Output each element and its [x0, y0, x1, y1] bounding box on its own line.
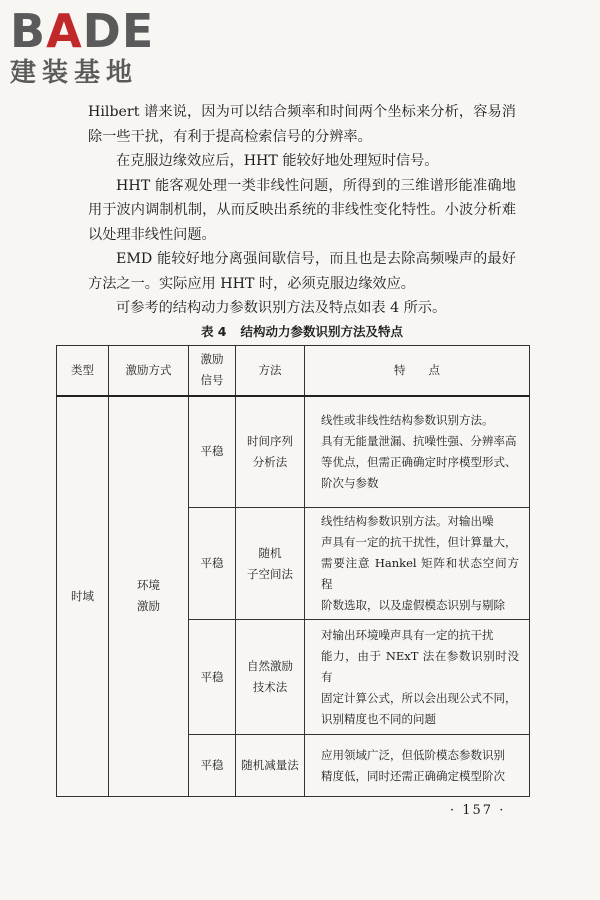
cell-feature: 应用领域广泛，但低阶模态参数识别 精度低，同时还需正确确定模型阶次: [305, 735, 530, 797]
cell-signal: 平稳: [189, 620, 236, 735]
paragraph: EMD 能较好地分离强间歇信号，而且也是去除高频噪声的最好方法之一。实际应用 HHT 时，必须克服边缘效应。: [88, 251, 516, 292]
table-caption-number: 表 4: [200, 324, 227, 339]
logo-latin: BADE: [10, 4, 155, 58]
cell-type: 时域: [57, 396, 109, 797]
header-method: 方法: [236, 346, 305, 396]
header-signal: 激励 信号: [189, 346, 236, 396]
header-excitation: 激励方式: [109, 346, 189, 396]
table-caption-text: 结构动力参数识别方法及特点: [240, 324, 404, 339]
logo-accent-letter: A: [46, 4, 83, 58]
parameter-table: [56, 345, 530, 797]
table-header-row: [57, 346, 530, 396]
paragraph-continuation: Hilbert 谱来说，因为可以结合频率和时间两个坐标来分析，容易消除一些干扰，有利于提高检索信号的分辨率。: [88, 104, 516, 145]
cell-method: 时间序列 分析法: [236, 396, 305, 508]
table-row: [57, 396, 530, 508]
paragraph: HHT 能客观处理一类非线性问题，所得到的三维谱形能准确地用于波内调制机制，从而反映出系统的非线性变化特性。小波分析难以处理非线性问题。: [88, 177, 516, 243]
logo-cjk: 建装基地: [10, 58, 139, 88]
cell-feature: 线性结构参数识别方法。对输出噪 声具有一定的抗干扰性，但计算量大， 需要注意 Hankel 矩阵和状态空间方程 阶数选取，以及虚假模态识别与剔除: [305, 508, 530, 620]
cell-method: 随机减量法: [236, 735, 305, 797]
paragraph: 可参考的结构动力参数识别方法及特点如表 4 所示。: [116, 300, 447, 316]
header-feature: 特 点: [305, 346, 530, 396]
header-type: 类型: [57, 346, 109, 396]
paragraph: 在克服边缘效应后，HHT 能较好地处理短时信号。: [116, 153, 439, 169]
site-logo: [10, 6, 180, 90]
cell-signal: 平稳: [189, 735, 236, 797]
cell-feature: 线性或非线性结构参数识别方法。 具有无能量泄漏、抗噪性强、分辨率高 等优点，但需正确确定时序模型形式、 阶次与参数: [305, 396, 530, 508]
cell-method: 随机 子空间法: [236, 508, 305, 620]
table-caption: [88, 322, 516, 340]
page-number: · 157 ·: [450, 803, 506, 818]
cell-excitation: 环境 激励: [109, 396, 189, 797]
cell-signal: 平稳: [189, 508, 236, 620]
cell-method: 自然激励 技术法: [236, 620, 305, 735]
cell-signal: 平稳: [189, 396, 236, 508]
cell-feature: 对输出环境噪声具有一定的抗干扰 能力，由于 NExT 法在参数识别时没有 固定计算公式，所以会出现公式不同， 识别精度也不同的问题: [305, 620, 530, 735]
body-text: [88, 100, 516, 321]
